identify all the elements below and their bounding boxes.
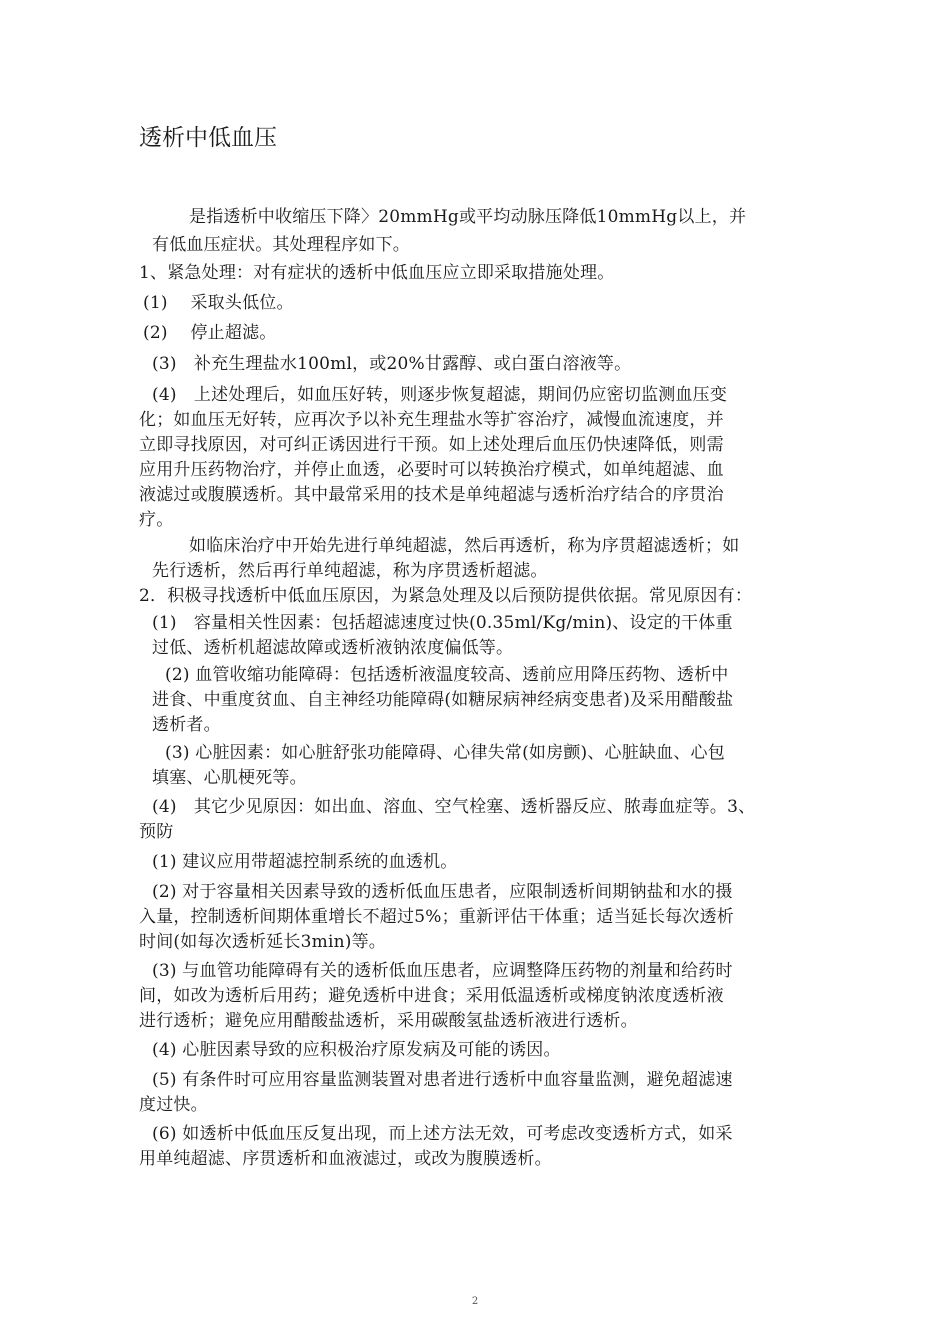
text-line: 时间(如每次透析延长3min)等。	[139, 932, 386, 952]
text-line: 是指透析中收缩压下降〉20mmHg或平均动脉压降低10mmHg以上，并	[189, 207, 747, 227]
text-line: (5) 有条件时可应用容量监测装置对患者进行透析中血容量监测，避免超滤速	[152, 1070, 733, 1090]
page-number: 2	[471, 1296, 479, 1307]
text-line: 先行透析，然后再行单纯超滤，称为序贯透析超滤。	[152, 561, 548, 581]
text-line: (3) 与血管功能障碍有关的透析低血压患者，应调整降压药物的剂量和给药时	[152, 961, 733, 981]
text-line: (2) 对于容量相关因素导致的透析低血压患者，应限制透析间期钠盐和水的摄	[152, 882, 733, 902]
text-line: 化；如血压无好转，应再次予以补充生理盐水等扩容治疗，减慢血流速度，并	[139, 410, 724, 430]
text-line: 1、紧急处理：对有症状的透析中低血压应立即采取措施处理。	[139, 263, 615, 283]
text-line: (6) 如透析中低血压反复出现，而上述方法无效，可考虑改变透析方式，如采	[152, 1124, 733, 1144]
text-line: 入量，控制透析间期体重增长不超过5%；重新评估干体重；适当延长每次透析	[139, 907, 734, 927]
text-line: (3) 补充生理盐水100ml，或20%甘露醇、或白蛋白溶液等。	[152, 354, 632, 374]
text-line: 预防	[139, 822, 174, 842]
text-line: 透析者。	[152, 715, 221, 735]
text-line: (4) 其它少见原因：如出血、溶血、空气栓塞、透析器反应、脓毒血症等。3、	[152, 797, 756, 817]
text-line: 有低血压症状。其处理程序如下。	[152, 235, 410, 255]
text-line: 进行透析；避免应用醋酸盐透析，采用碳酸氢盐透析液进行透析。	[139, 1011, 638, 1031]
text-line: (2) 停止超滤。	[143, 323, 277, 343]
text-line: 用单纯超滤、序贯透析和血液滤过，或改为腹膜透析。	[139, 1149, 552, 1169]
text-line: 填塞、心肌梗死等。	[152, 768, 307, 788]
text-line: 间，如改为透析后用药；避免透析中进食；采用低温透析或梯度钠浓度透析液	[139, 986, 724, 1006]
text-line: (4) 心脏因素导致的应积极治疗原发病及可能的诱因。	[152, 1040, 561, 1060]
text-line: (1) 采取头低位。	[143, 293, 294, 313]
text-line: 进食、中重度贫血、自主神经功能障碍(如糖尿病神经病变患者)及采用醋酸盐	[152, 690, 734, 710]
text-line: 应用升压药物治疗，并停止血透，必要时可以转换治疗模式，如单纯超滤、血	[139, 460, 724, 480]
text-line: 立即寻找原因，对可纠正诱因进行干预。如上述处理后血压仍快速降低，则需	[139, 435, 724, 455]
text-line: 液滤过或腹膜透析。其中最常采用的技术是单纯超滤与透析治疗结合的序贯治	[139, 485, 724, 505]
text-line: (3) 心脏因素：如心脏舒张功能障碍、心律失常(如房颤)、心脏缺血、心包	[165, 743, 725, 763]
text-line: (4) 上述处理后，如血压好转，则逐步恢复超滤，期间仍应密切监测血压变	[152, 385, 728, 405]
text-line: 疗。	[139, 510, 174, 530]
document-title: 透析中低血压	[139, 125, 277, 151]
text-line: 2．积极寻找透析中低血压原因，为紧急处理及以后预防提供依据。常见原因有：	[139, 586, 753, 606]
text-line: 过低、透析机超滤故障或透析液钠浓度偏低等。	[152, 638, 514, 658]
text-line: 如临床治疗中开始先进行单纯超滤，然后再透析，称为序贯超滤透析；如	[189, 536, 740, 556]
text-line: 度过快。	[139, 1095, 208, 1115]
text-line: (1) 容量相关性因素：包括超滤速度过快(0.35ml/Kg/min)、设定的干体重	[152, 613, 733, 633]
text-line: (1) 建议应用带超滤控制系统的血透机。	[152, 852, 458, 872]
text-line: (2) 血管收缩功能障碍：包括透析液温度较高、透前应用降压药物、透析中	[165, 665, 729, 685]
